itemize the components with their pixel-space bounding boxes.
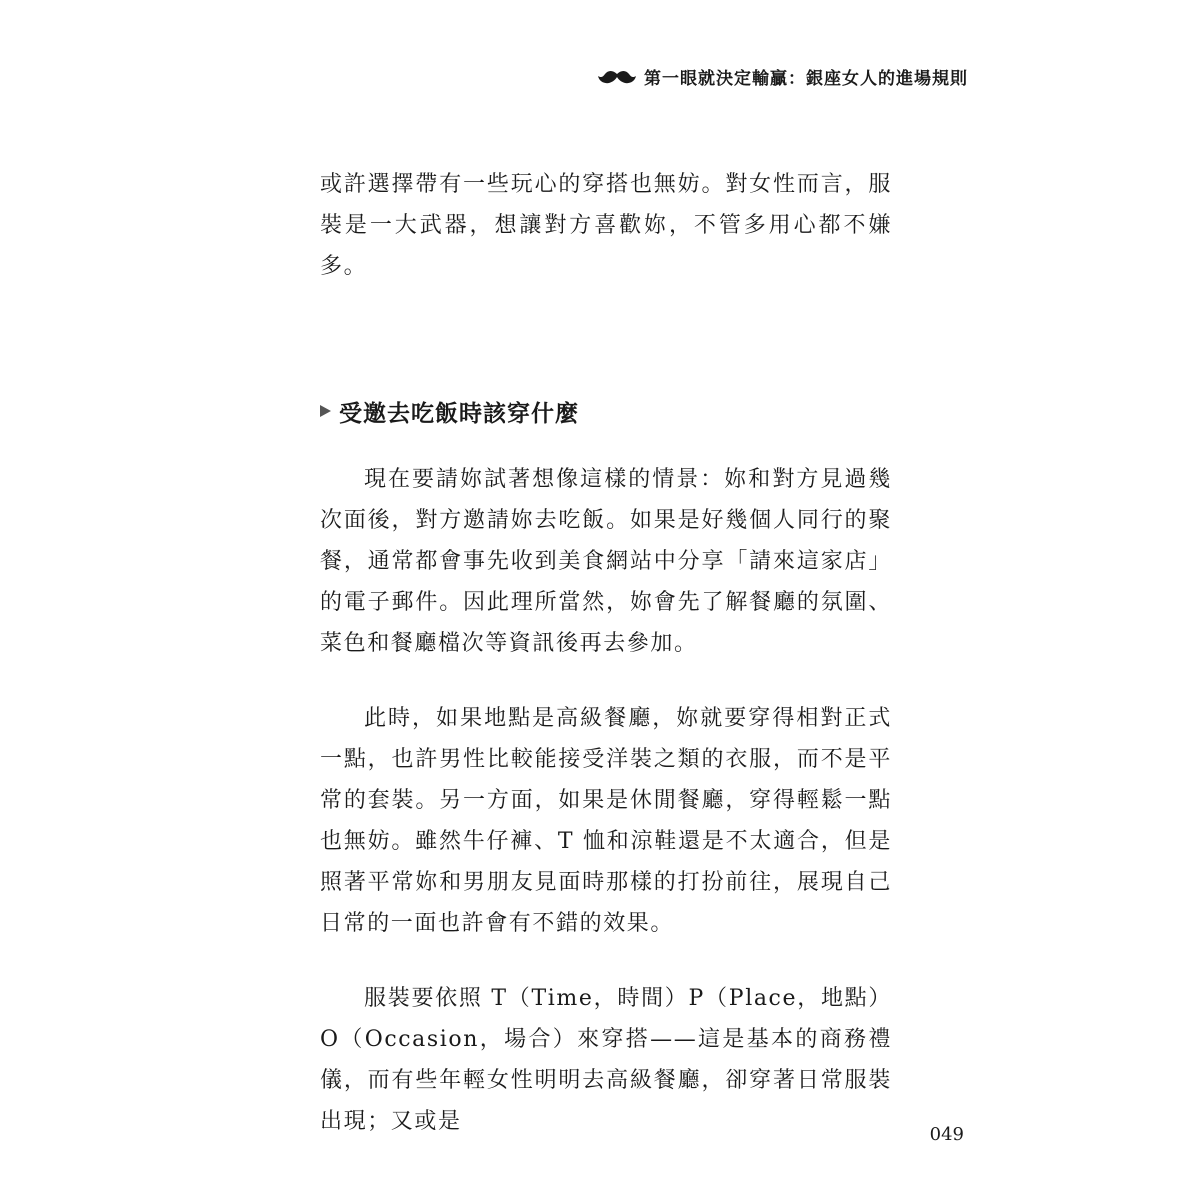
body-paragraph-1: 現在要請妳試著想像這樣的情景：妳和對方見過幾次面後，對方邀請妳去吃飯。如果是好幾個人同行的聚餐，通常都會事先收到美食網站中分享「請來這家店」的電子郵件。因此理所當然，妳會先了解餐廳的氛圍、菜色和餐廳檔次等資訊後再去參加。 xyxy=(320,467,892,656)
intro-paragraph: 或許選擇帶有一些玩心的穿搭也無妨。對女性而言，服裝是一大武器，想讓對方喜歡妳，不管多用心都不嫌多。 xyxy=(320,172,892,279)
page-content xyxy=(320,164,892,1142)
body-paragraph-2: 此時，如果地點是高級餐廳，妳就要穿得相對正式一點，也許男性比較能接受洋裝之類的衣服，而不是平常的套裝。另一方面，如果是休閒餐廳，穿得輕鬆一點也無妨。雖然牛仔褲、T 恤和涼鞋還是不太適合，但是照著平常妳和男朋友見面時那樣的打扮前往，展現自己日常的一面也許會有不錯的效果。 xyxy=(320,706,892,936)
section-heading xyxy=(320,387,892,435)
running-header-title: 第一眼就決定輸贏：銀座女人的進場規則 xyxy=(644,69,968,89)
page-number: 049 xyxy=(929,1124,964,1145)
section-heading-text: 受邀去吃飯時該穿什麼 xyxy=(339,400,579,427)
triangle-icon xyxy=(320,405,331,417)
mustache-icon xyxy=(598,68,636,86)
body-paragraph-3: 服裝要依照 T（Time，時間）P（Place，地點）O（Occasion，場合）來穿搭——這是基本的商務禮儀，而有些年輕女性明明去高級餐廳，卻穿著日常服裝出現；又或是 xyxy=(320,986,892,1134)
running-header xyxy=(598,64,968,89)
